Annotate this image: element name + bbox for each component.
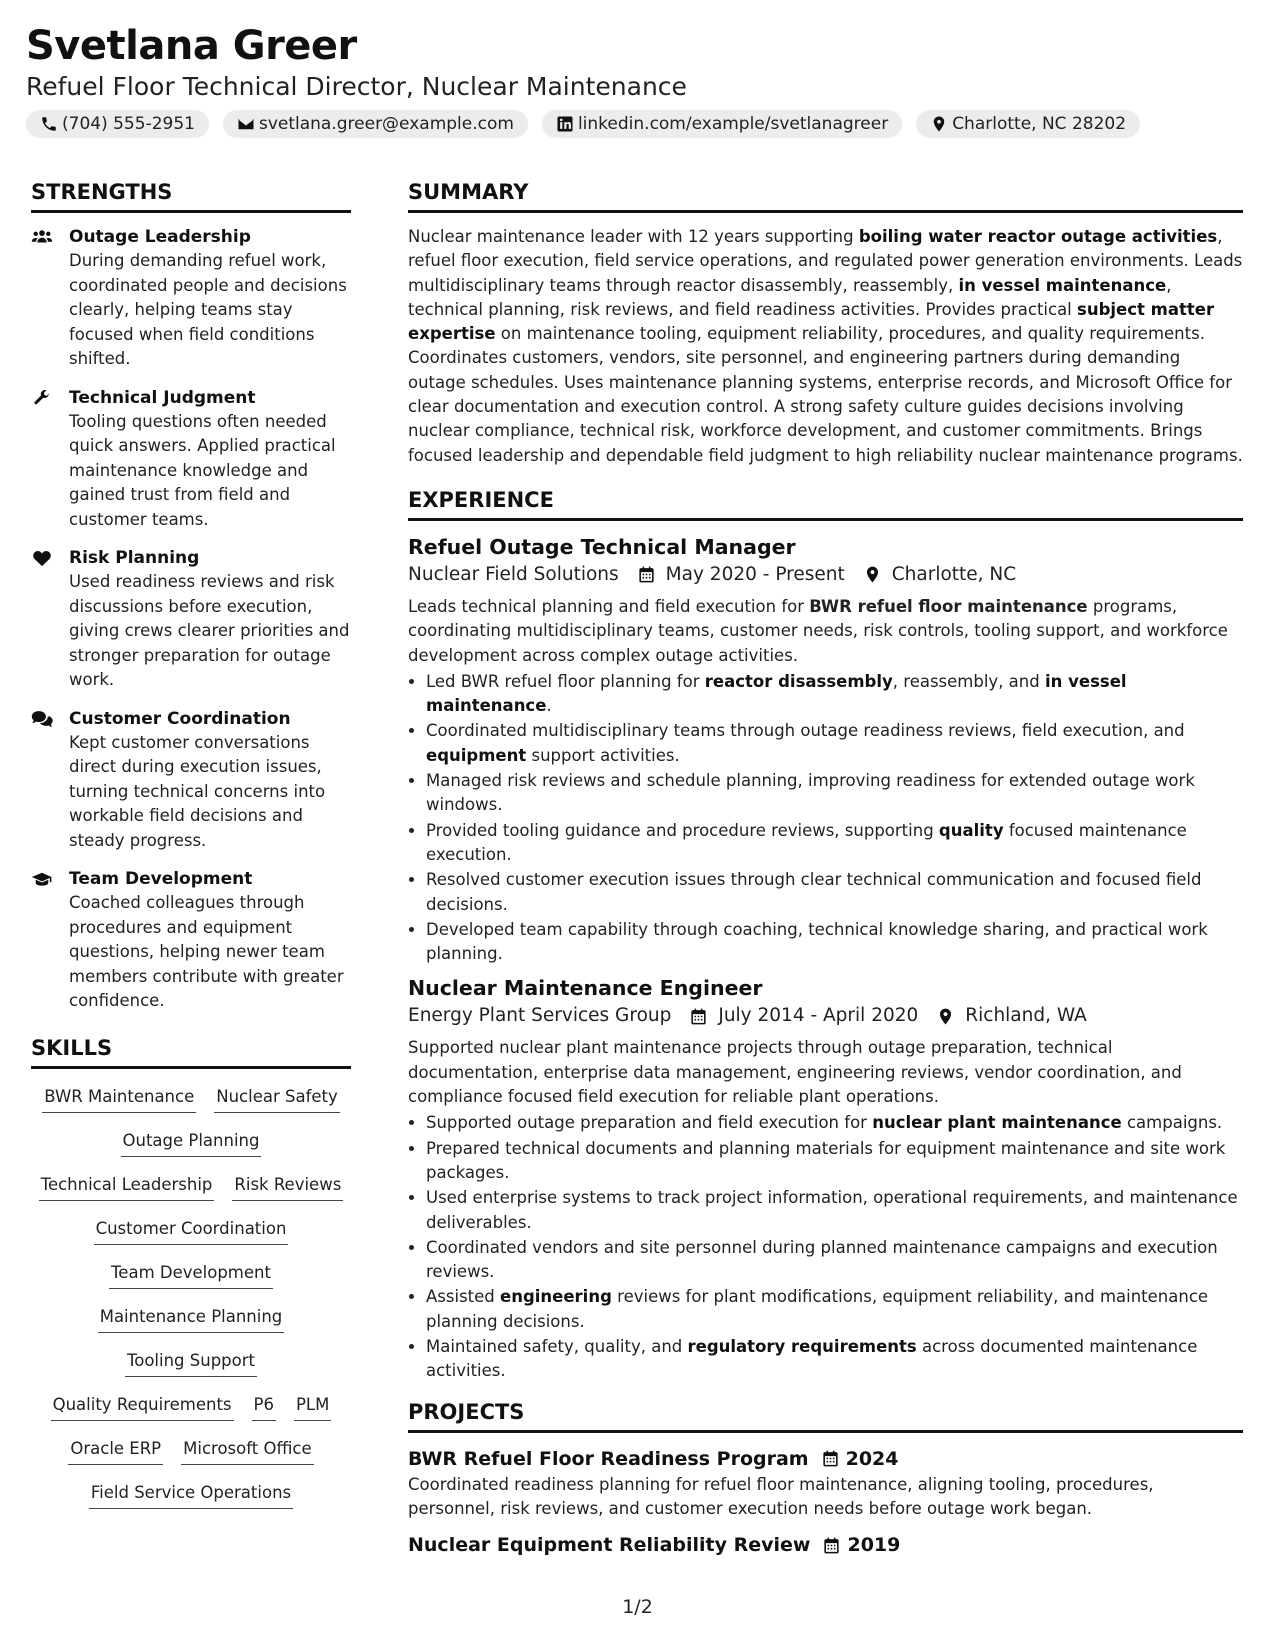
bold-text: equipment bbox=[426, 745, 527, 765]
job-dates: July 2014 - April 2020 bbox=[718, 1005, 919, 1027]
contact-linkedin[interactable] bbox=[542, 110, 902, 138]
calendar-icon bbox=[821, 1449, 840, 1468]
wrench-icon bbox=[31, 389, 53, 407]
strength-title: Technical Judgment bbox=[69, 387, 256, 408]
job-meta bbox=[408, 1002, 1243, 1030]
location-pin-icon bbox=[930, 115, 948, 133]
skill-tag: Tooling Support bbox=[125, 1349, 257, 1377]
skill-tag: Field Service Operations bbox=[89, 1481, 293, 1509]
right-column bbox=[408, 178, 1243, 1559]
job-bullet: • Provided tooling guidance and procedure reviews, supporting quality focused maintenance execution. bbox=[426, 819, 1243, 868]
contact-email-text: svetlana.greer@example.com bbox=[258, 114, 514, 134]
project-year: 2019 bbox=[847, 1534, 901, 1557]
location-pin-icon bbox=[863, 565, 882, 584]
strength-item bbox=[31, 707, 351, 854]
job-entry bbox=[408, 533, 1243, 966]
job-bullet: • Managed risk reviews and schedule planning, improving readiness for extended outage work windows. bbox=[426, 769, 1243, 818]
bold-text: nuclear plant maintenance bbox=[872, 1113, 1122, 1133]
contact-email[interactable] bbox=[223, 110, 528, 138]
job-description: Supported nuclear plant maintenance projects through outage preparation, technical documentation, enterprise data management, engineering reviews, vendor coordination, and compliance focused field execution for reliable plant operations. bbox=[408, 1038, 1182, 1107]
bold-text: BWR refuel floor maintenance bbox=[809, 596, 1088, 616]
skill-tag: Risk Reviews bbox=[232, 1173, 343, 1201]
candidate-headline: Refuel Floor Technical Director, Nuclear Maintenance bbox=[26, 72, 687, 101]
project-entry bbox=[408, 1531, 1243, 1559]
project-year: 2024 bbox=[845, 1447, 899, 1470]
skill-tag: Nuclear Safety bbox=[214, 1085, 340, 1113]
bold-text: quality bbox=[938, 820, 1004, 840]
job-bullet: • Resolved customer execution issues through clear technical communication and focused field decisions. bbox=[426, 868, 1243, 917]
strength-title: Risk Planning bbox=[69, 548, 200, 568]
job-company: Nuclear Field Solutions bbox=[408, 563, 619, 585]
strength-title: Customer Coordination bbox=[69, 708, 291, 729]
skill-tag: PLM bbox=[294, 1393, 331, 1421]
contact-location-text: Charlotte, NC 28202 bbox=[952, 114, 1127, 134]
projects-title: PROJECTS bbox=[408, 1398, 1243, 1433]
strength-title: Team Development bbox=[69, 869, 253, 889]
job-bullet: • Used enterprise systems to track project information, operational requirements, and maintenance deliverables. bbox=[426, 1186, 1243, 1235]
skill-tag: BWR Maintenance bbox=[42, 1085, 196, 1113]
strength-desc: Coached colleagues through procedures and equipment questions, helping newer team members contribute with greater confidence. bbox=[69, 893, 344, 1010]
skills-title: SKILLS bbox=[31, 1034, 351, 1069]
users-icon bbox=[31, 228, 53, 246]
bold-text: boiling water reactor outage activities bbox=[858, 227, 1218, 246]
contact-location[interactable] bbox=[916, 110, 1140, 138]
linkedin-icon bbox=[556, 115, 574, 133]
skill-tag: Maintenance Planning bbox=[98, 1305, 285, 1333]
job-bullet: • Assisted engineering reviews for plant modifications, equipment reliability, and maintenance planning decisions. bbox=[426, 1285, 1243, 1334]
heart-icon bbox=[31, 549, 53, 567]
job-company: Energy Plant Services Group bbox=[408, 1005, 672, 1027]
resume-header bbox=[26, 20, 1249, 138]
skill-tag: P6 bbox=[252, 1393, 276, 1421]
job-location: Richland, WA bbox=[965, 1005, 1087, 1027]
strengths-title: STRENGTHS bbox=[31, 178, 351, 213]
skill-tag: Customer Coordination bbox=[94, 1217, 289, 1245]
job-dates: May 2020 - Present bbox=[665, 563, 845, 585]
skill-tag: Team Development bbox=[109, 1261, 273, 1289]
project-title-row bbox=[408, 1445, 1243, 1473]
bold-text: regulatory requirements bbox=[687, 1336, 917, 1356]
contact-phone[interactable] bbox=[26, 110, 209, 138]
job-bullet: • Led BWR refuel floor planning for reactor disassembly, reassembly, and in vessel maintenance. bbox=[426, 670, 1243, 719]
job-bullet: • Coordinated multidisciplinary teams through outage readiness reviews, field execution, and equipment support activities. bbox=[426, 719, 1243, 768]
strength-title: Outage Leadership bbox=[69, 227, 251, 247]
contact-phone-text: (704) 555-2951 bbox=[62, 114, 195, 134]
project-description: Coordinated readiness planning for refuel floor maintenance, aligning tooling, procedures, personnel, risk reviews, and customer execution needs before outage work began. bbox=[408, 1474, 1154, 1518]
strength-desc: Used readiness reviews and risk discussions before execution, giving crews clearer priorities and stronger preparation for outage work. bbox=[69, 572, 350, 689]
location-pin-icon bbox=[936, 1007, 955, 1026]
job-title: Nuclear Maintenance Engineer bbox=[408, 976, 763, 1001]
skill-tag: Microsoft Office bbox=[181, 1437, 314, 1465]
bold-text: in vessel maintenance bbox=[958, 275, 1167, 295]
skill-tag: Technical Leadership bbox=[39, 1173, 215, 1201]
calendar-icon bbox=[822, 1536, 841, 1555]
job-title: Refuel Outage Technical Manager bbox=[408, 534, 796, 559]
envelope-icon bbox=[237, 115, 255, 133]
strength-desc: During demanding refuel work, coordinated people and decisions clearly, helping teams stay focused when field conditions shifted. bbox=[69, 251, 347, 368]
job-bullet: • Coordinated vendors and site personnel during planned maintenance campaigns and execution reviews. bbox=[426, 1236, 1243, 1285]
phone-icon bbox=[40, 115, 58, 133]
strength-desc: Kept customer conversations direct during execution issues, turning technical concerns into workable field decisions and steady progress. bbox=[69, 732, 326, 850]
skill-tag: Outage Planning bbox=[121, 1129, 262, 1157]
project-title: BWR Refuel Floor Readiness Program bbox=[408, 1447, 809, 1470]
graduation-cap-icon bbox=[31, 870, 53, 888]
job-entry bbox=[408, 974, 1243, 1383]
summary-title: SUMMARY bbox=[408, 178, 1243, 213]
experience-title: EXPERIENCE bbox=[408, 486, 1243, 521]
page-number: 1/2 bbox=[622, 1596, 653, 1618]
job-bullet: • Supported outage preparation and field execution for nuclear plant maintenance campaigns. bbox=[426, 1111, 1243, 1135]
contact-bar bbox=[26, 110, 1249, 138]
contact-linkedin-text: linkedin.com/example/svetlanagreer bbox=[577, 114, 889, 134]
calendar-icon bbox=[637, 565, 656, 584]
job-description: Leads technical planning and field execution for BWR refuel floor maintenance programs, coordinating multidisciplinary teams, customer needs, risk controls, tooling support, and workforce development across complex outage activities. bbox=[408, 596, 1228, 665]
skill-tag: Oracle ERP bbox=[68, 1437, 163, 1465]
skill-tag: Quality Requirements bbox=[51, 1393, 234, 1421]
job-location: Charlotte, NC bbox=[891, 563, 1017, 585]
skills-list bbox=[31, 1081, 351, 1509]
project-entry bbox=[408, 1445, 1243, 1522]
strength-item bbox=[31, 867, 351, 1014]
bold-text: engineering bbox=[500, 1287, 612, 1307]
job-meta bbox=[408, 561, 1243, 589]
project-title-row bbox=[408, 1531, 1243, 1559]
summary-text: Nuclear maintenance leader with 12 years supporting boiling water reactor outage activities, refuel floor execution, field service operations, and regulated power generation environments. Leads multidisciplinary teams through reactor disassembly, reassembly, in vessel maintenance, technical planning, risk reviews, and field readiness activities. Provides practical subject matter expertise on maintenance tooling, equipment reliability, procedures, and quality requirements. Coordinates customers, vendors, site personnel, and engineering partners during demanding outage schedules. Uses maintenance planning systems, enterprise records, and Microsoft Office for clear documentation and execution control. A strong safety culture guides decisions involving nuclear compliance, technical risk, workforce development, and customer commitments. Brings focused leadership and dependable field judgment to high reliability nuclear maintenance programs. bbox=[408, 227, 1243, 465]
comments-icon bbox=[31, 710, 53, 728]
bold-text: in vessel maintenance bbox=[426, 671, 1127, 716]
strength-item bbox=[31, 546, 351, 693]
job-bullets bbox=[408, 1111, 1243, 1383]
bold-text: reactor disassembly bbox=[704, 671, 893, 691]
project-title: Nuclear Equipment Reliability Review bbox=[408, 1534, 811, 1557]
strength-item bbox=[31, 225, 351, 372]
strength-desc: Tooling questions often needed quick answers. Applied practical maintenance knowledge and gained trust from field and customer teams. bbox=[69, 411, 336, 529]
job-bullet: • Developed team capability through coaching, technical knowledge sharing, and practical work planning. bbox=[426, 918, 1243, 967]
job-bullet: • Maintained safety, quality, and regulatory requirements across documented maintenance activities. bbox=[426, 1335, 1243, 1384]
left-column bbox=[31, 178, 351, 1509]
job-bullets bbox=[408, 670, 1243, 967]
calendar-icon bbox=[689, 1007, 708, 1026]
candidate-name: Svetlana Greer bbox=[26, 23, 357, 69]
bold-text: subject matter expertise bbox=[408, 299, 1215, 344]
strength-item bbox=[31, 386, 351, 533]
job-bullet: • Prepared technical documents and planning materials for equipment maintenance and site work packages. bbox=[426, 1137, 1243, 1186]
